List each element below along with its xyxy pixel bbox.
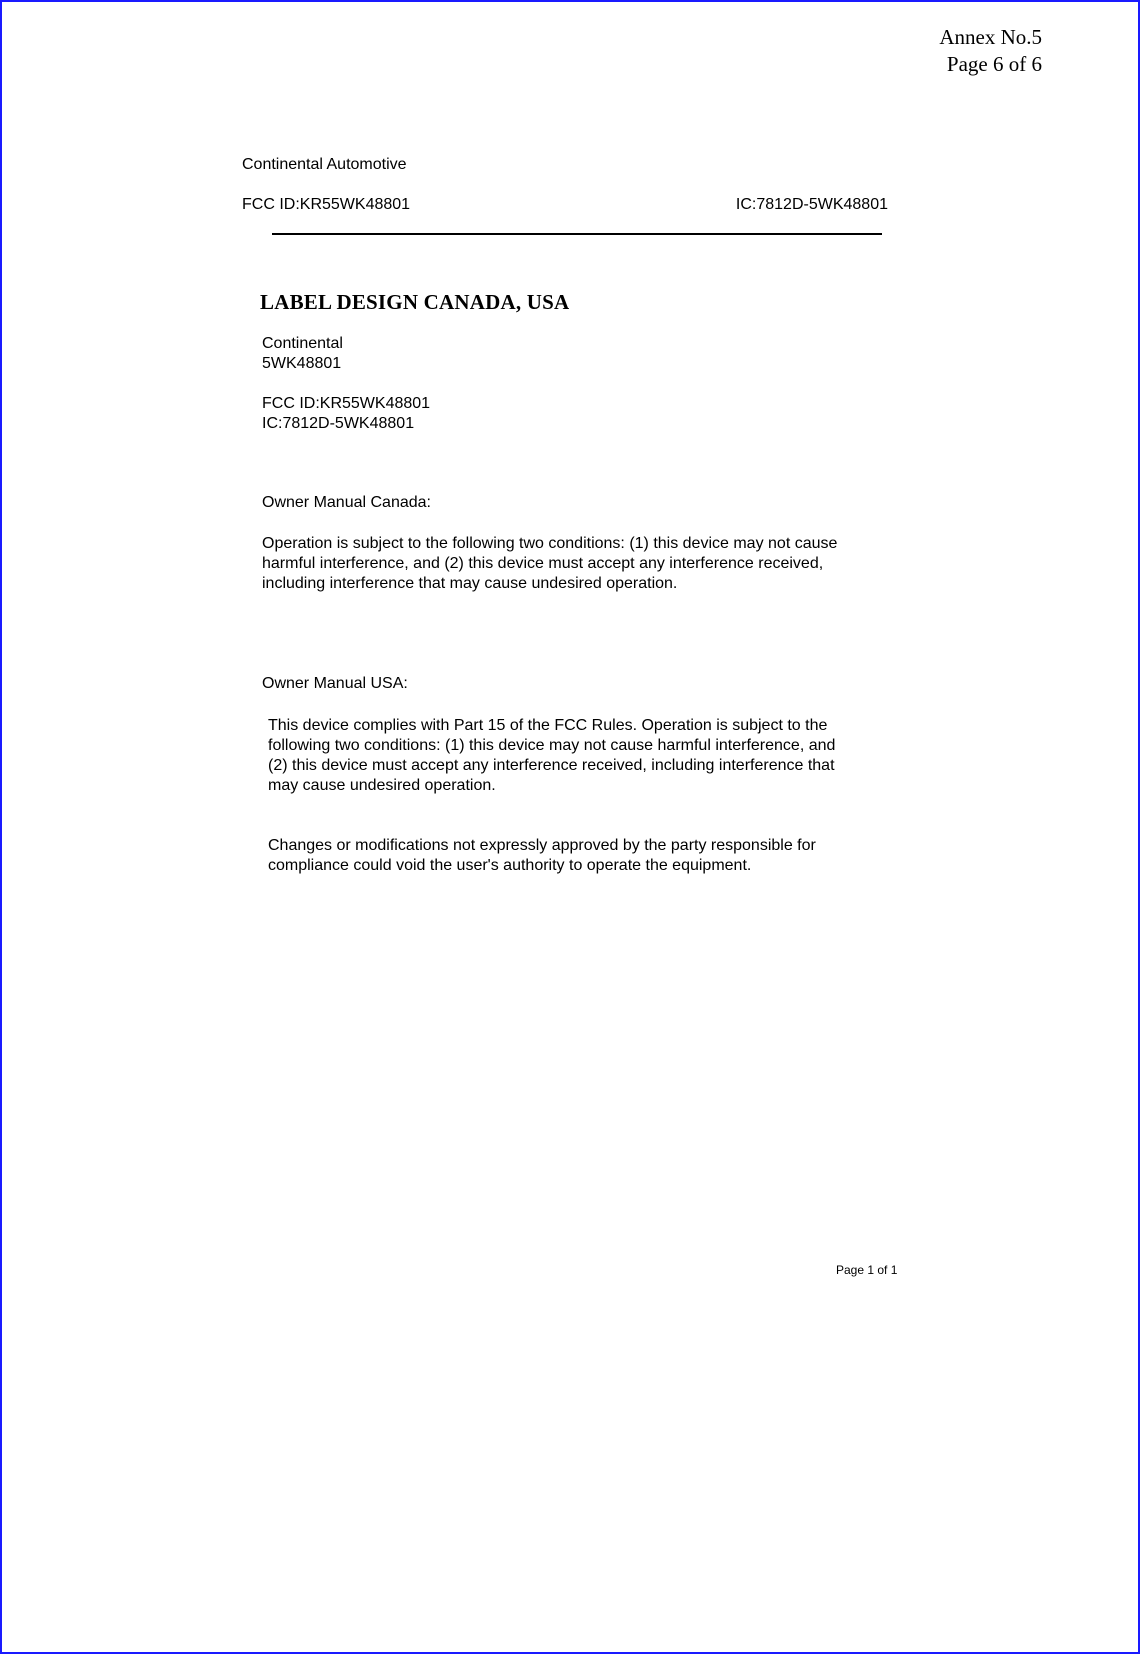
header-divider (272, 233, 882, 235)
label-design-title: LABEL DESIGN CANADA, USA (260, 290, 570, 314)
canada-line: including interference that may cause undesired operation. (262, 575, 678, 592)
annex-number: Annex No.5 (939, 25, 1042, 49)
label-brand: Continental (262, 335, 343, 352)
label-id-block (262, 394, 430, 434)
inner-page-number: Page 1 of 1 (836, 1263, 898, 1277)
ic-header: IC:7812D-5WK48801 (735, 196, 888, 213)
fcc-id-header: FCC ID:KR55WK48801 (242, 196, 411, 213)
usa-line: This device complies with Part 15 of the FCC Rules. Operation is subject to the (268, 717, 828, 734)
modifications-warning (268, 836, 908, 876)
usa-manual-heading: Owner Manual USA: (262, 675, 408, 692)
canada-manual-text (262, 534, 902, 594)
usa-line: may cause undesired operation. (268, 777, 496, 794)
usa-line: following two conditions: (1) this device may not cause harmful interference, and (268, 737, 836, 754)
usa-manual-text (268, 716, 908, 796)
canada-manual-heading: Owner Manual Canada: (262, 494, 431, 511)
usa-line: (2) this device must accept any interference received, including interference that (268, 757, 835, 774)
label-brand-block (262, 334, 343, 374)
annex-header (939, 24, 1042, 78)
modifications-line: Changes or modifications not expressly approved by the party responsible for (268, 837, 816, 854)
annex-page-number: Page 6 of 6 (946, 52, 1042, 76)
label-ic: IC:7812D-5WK48801 (262, 415, 415, 432)
label-model: 5WK48801 (262, 355, 342, 372)
label-fcc-id: FCC ID:KR55WK48801 (262, 395, 431, 412)
canada-line: harmful interference, and (2) this device must accept any interference received, (262, 555, 824, 572)
modifications-line: compliance could void the user's authority to operate the equipment. (268, 857, 752, 874)
company-name: Continental Automotive (242, 156, 407, 173)
canada-line: Operation is subject to the following two conditions: (1) this device may not cause (262, 535, 838, 552)
